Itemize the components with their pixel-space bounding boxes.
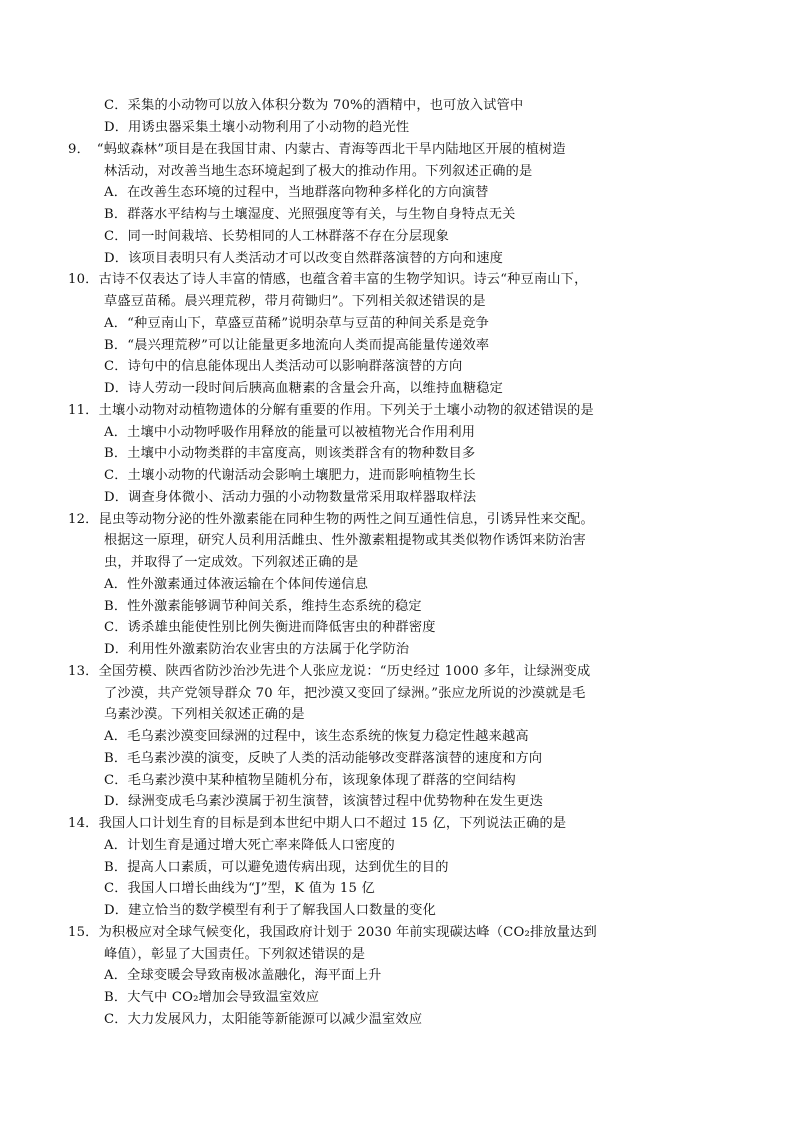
- q8-option-d: D．用诱虫器采集土壤小动物利用了小动物的趋光性: [104, 120, 410, 135]
- q11-option-a: A．土壤中小动物呼吸作用释放的能量可以被植物光合作用利用: [104, 425, 476, 440]
- q9-option-a: A．在改善生态环境的过程中，当地群落向物种多样化的方向演替: [104, 185, 489, 200]
- q13-stem-cont-1: 了沙漠，共产党领导群众 70 年，把沙漠又变回了绿洲。”张应龙所说的沙漠就是毛: [104, 686, 586, 701]
- q12-option-c: C．诱杀雄虫能使性别比例失衡进而降低害虫的种群密度: [104, 620, 436, 635]
- q14-option-b: B．提高人口素质，可以避免遗传病出现，达到优生的目的: [104, 860, 449, 875]
- q13-option-a: A．毛乌素沙漠变回绿洲的过程中，该生态系统的恢复力稳定性越来越高: [104, 729, 529, 744]
- q9-stem: 9． “蚂蚁森林”项目是在我国甘肃、内蒙古、青海等西北干旱内陆地区开展的植树造: [68, 142, 566, 157]
- q11-option-b: B．土壤中小动物类群的丰富度高，则该类群含有的物种数目多: [104, 446, 476, 461]
- q14-option-c: C．我国人口增长曲线为“J”型，K 值为 15 亿: [104, 881, 375, 896]
- q10-option-b: B．“晨兴理荒秽”可以让能量更多地流向人类而提高能量传递效率: [104, 338, 490, 353]
- q14-stem: 14．我国人口计划生育的目标是到本世纪中期人口不超过 15 亿，下列说法正确的是: [68, 816, 567, 831]
- q12-option-a: A．性外激素通过体液运输在个体间传递信息: [104, 577, 369, 592]
- q13-option-d: D．绿洲变成毛乌素沙漠属于初生演替，该演替过程中优势物种在发生更迭: [104, 794, 544, 809]
- q10-option-a: A．“种豆南山下，草盛豆苗稀”说明杂草与豆苗的种间关系是竞争: [104, 316, 490, 331]
- q10-stem: 10．古诗不仅表达了诗人丰富的情感，也蕴含着丰富的生物学知识。诗云“种豆南山下，: [68, 272, 588, 287]
- q8-option-c: C．采集的小动物可以放入体积分数为 70%的酒精中，也可放入试管中: [104, 98, 524, 113]
- q12-stem-cont-1: 根据这一原理，研究人员利用活雌虫、性外激素粗提物或其类似物作诱饵来防治害: [104, 533, 586, 548]
- q15-option-a: A．全球变暖会导致南极冰盖融化，海平面上升: [104, 968, 382, 983]
- q15-option-c: C．大力发展风力，太阳能等新能源可以减少温室效应: [104, 1012, 423, 1027]
- q11-option-d: D．调查身体微小、活动力强的小动物数量常采用取样器取样法: [104, 490, 477, 505]
- q9-option-b: B．群落水平结构与土壤湿度、光照强度等有关，与生物自身特点无关: [104, 207, 516, 222]
- q13-stem-cont-2: 乌素沙漠。下列相关叙述正确的是: [104, 707, 305, 722]
- q9-option-c: C．同一时间栽培、长势相同的人工林群落不存在分层现象: [104, 229, 449, 244]
- q15-stem-cont: 峰值），彰显了大国责任。下列叙述错误的是: [104, 947, 366, 962]
- q9-stem-cont: 林活动，对改善当地生态环境起到了极大的推动作用。下列叙述正确的是: [104, 164, 533, 179]
- q13-stem: 13．全国劳模、陕西省防沙治沙先进个人张应龙说：“历史经过 1000 多年，让绿洲变成: [68, 664, 591, 679]
- q14-option-a: A．计划生育是通过增大死亡率来降低人口密度的: [104, 838, 395, 853]
- q12-stem-cont-2: 虫，并取得了一定成效。下列叙述正确的是: [104, 555, 359, 570]
- q12-stem: 12．昆虫等动物分泌的性外激素能在同种生物的两性之间互通性信息，引诱异性来交配。: [68, 512, 594, 527]
- q9-option-d: D．该项目表明只有人类活动才可以改变自然群落演替的方向和速度: [104, 251, 504, 266]
- q10-option-d: D．诗人劳动一段时间后胰高血糖素的含量会升高，以维持血糖稳定: [104, 381, 504, 396]
- q15-option-b: B．大气中 CO₂增加会导致温室效应: [104, 990, 320, 1005]
- q12-option-d: D．利用性外激素防治农业害虫的方法属于化学防治: [104, 642, 410, 657]
- q10-stem-cont: 草盛豆苗稀。晨兴理荒秽，带月荷锄归”。下列相关叙述错误的是: [104, 294, 486, 309]
- q13-option-b: B．毛乌素沙漠的演变，反映了人类的活动能够改变群落演替的速度和方向: [104, 751, 543, 766]
- q11-stem: 11．土壤小动物对动植物遗体的分解有重要的作用。下列关于土壤小动物的叙述错误的是: [68, 403, 594, 418]
- q15-stem: 15．为积极应对全球气候变化，我国政府计划于 2030 年前实现碳达峰（CO₂排放量达到: [68, 925, 597, 940]
- q13-option-c: C．毛乌素沙漠中某种植物呈随机分布，该现象体现了群落的空间结构: [104, 773, 516, 788]
- q14-option-d: D．建立恰当的数学模型有利于了解我国人口数量的变化: [104, 903, 437, 918]
- q11-option-c: C．土壤小动物的代谢活动会影响土壤肥力，进而影响植物生长: [104, 468, 476, 483]
- q10-option-c: C．诗句中的信息能体现出人类活动可以影响群落演替的方向: [104, 359, 463, 374]
- q12-option-b: B．性外激素能够调节种间关系，维持生态系统的稳定: [104, 599, 422, 614]
